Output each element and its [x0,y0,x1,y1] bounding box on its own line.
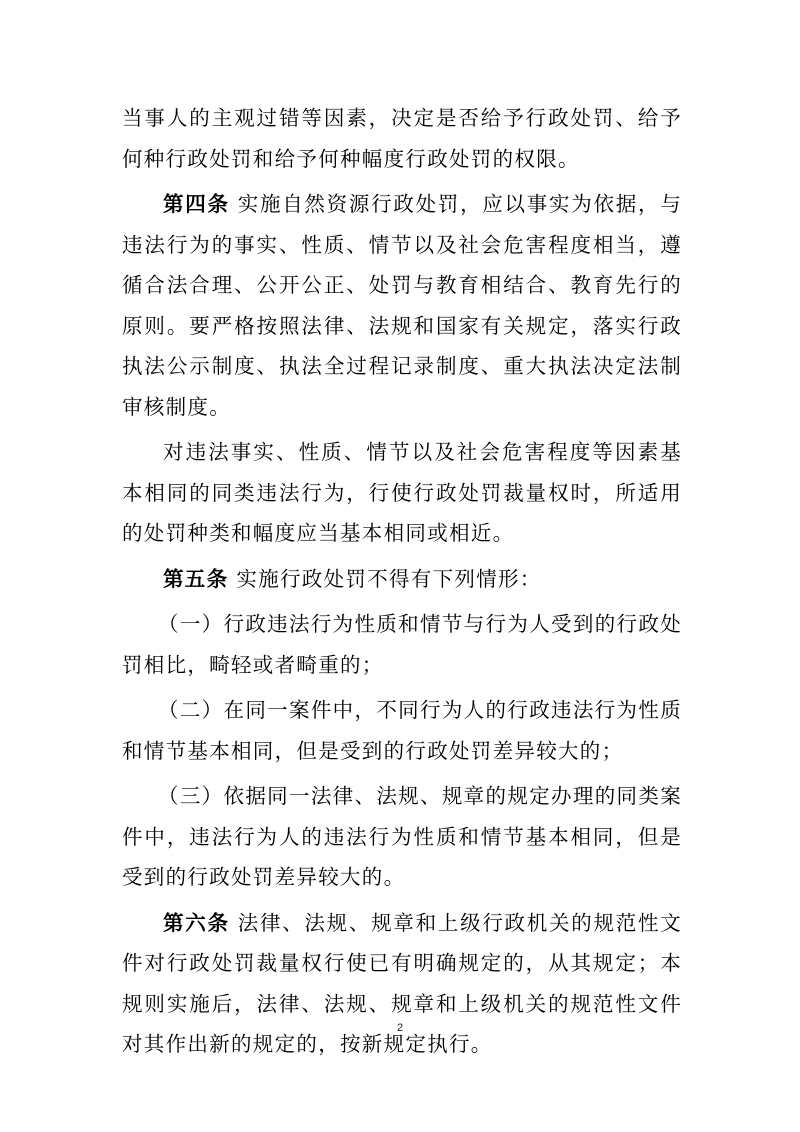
paragraph-text: 法律、法规、规章和上级行政机关的规范性文件对行政处罚裁量权行使已有明确规定的，从其规定；本规则实施后，法律、法规、规章和上级机关的规范性文件对其作出新的规定的，按新规定执行。 [122,910,683,1056]
article-label: 第六条 [163,910,230,935]
paragraph-text: 实施自然资源行政处罚，应以事实为依据，与违法行为的事实、性质、情节以及社会危害程度相当，遵循合法合理、公开公正、处罚与教育相结合、教育先行的原则。要严格按照法律、法规和国家有关规定，落实行政执法公示制度、执法全过程记录制度、重大执法决定法制审核制度。 [122,192,683,419]
paragraph-text: 对违法事实、性质、情节以及社会危害程度等因素基本相同的同类违法行为，行使行政处罚裁量权时，所适用的处罚种类和幅度应当基本相同或相近。 [122,440,682,545]
paragraph-text: （三）依据同一法律、法规、规章的规定办理的同类案件中，违法行为人的违法行为性质和情节基本相同，但是受到的行政处罚差异较大的。 [122,784,682,889]
document-page [122,98,682,1070]
article-label: 第四条 [163,192,230,216]
paragraph-text: 当事人的主观过错等因素，决定是否给予行政处罚、给予何种行政处罚和给予何种幅度行政处罚的权限。 [122,106,682,171]
list-item [122,776,682,898]
list-item [122,604,682,685]
article-4 [122,184,682,427]
paragraph-continuation [122,98,682,179]
list-item [122,690,682,771]
paragraph-text: 实施行政处罚不得有下列情形： [236,566,542,591]
page-number: 2 [396,1022,404,1034]
article-label: 第五条 [163,566,229,591]
paragraph-text: （二）在同一案件中，不同行为人的行政违法行为性质和情节基本相同，但是受到的行政处罚差异较大的； [122,698,682,763]
article-5 [122,559,682,600]
article-6 [122,903,682,1065]
paragraph-text: （一）行政违法行为性质和情节与行为人受到的行政处罚相比，畸轻或者畸重的； [122,612,682,677]
article-4-paragraph-2 [122,432,682,554]
